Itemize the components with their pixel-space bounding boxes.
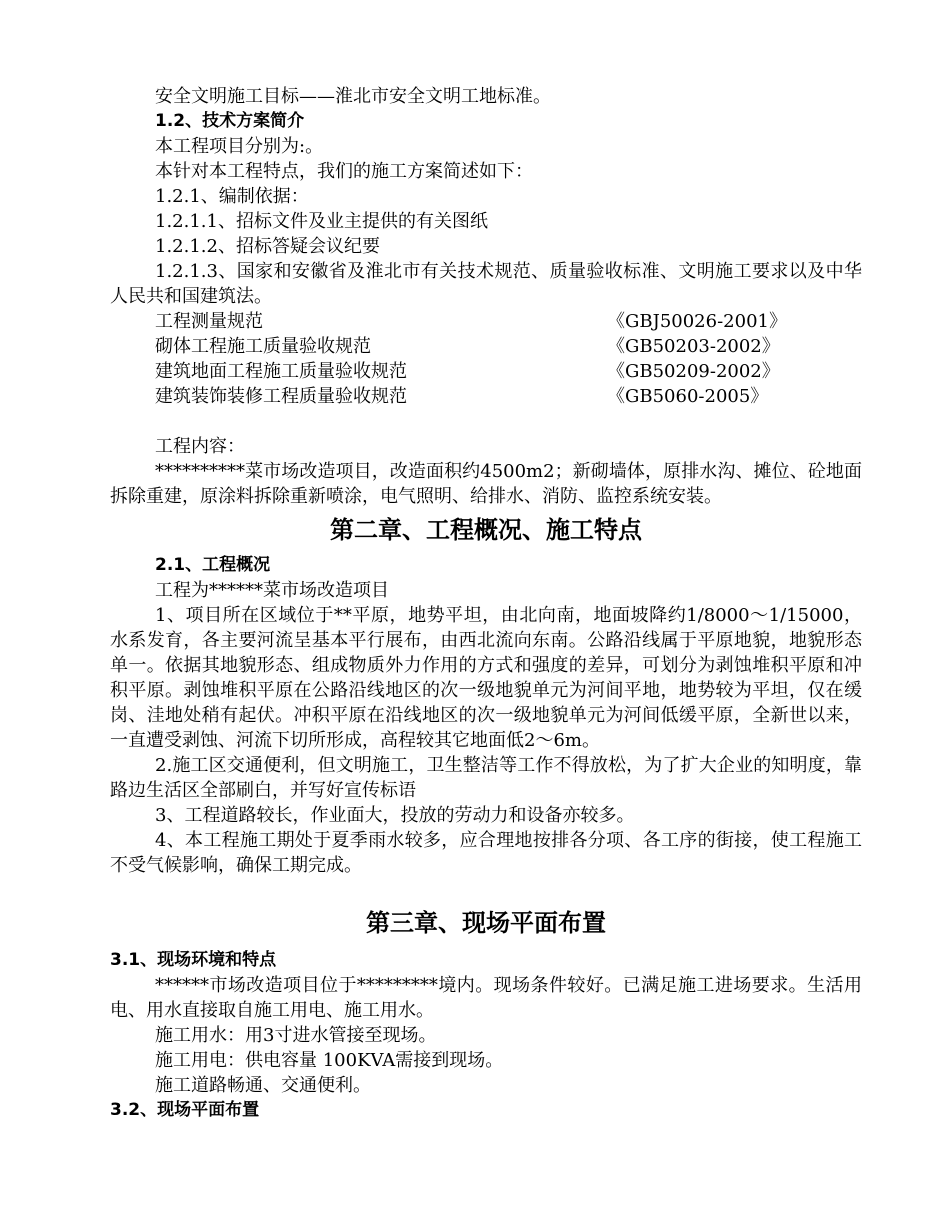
overview-paragraph-4: 4、本工程施工期处于夏季雨水较多，应合理地按排各分项、各工序的街接，使工程施工不受气候影响，确保工期完成。 xyxy=(110,830,862,876)
water-line: 施工用水：用3寸进水管接至现场。 xyxy=(155,1025,437,1046)
project-items-line: 本工程项目分别为:。 xyxy=(155,136,324,157)
basis-item-2: 1.2.1.2、招标答疑会议纪要 xyxy=(155,236,380,257)
content-label: 工程内容： xyxy=(155,436,245,457)
project-name-line: 工程为******菜市场改造项目 xyxy=(155,580,389,601)
chapter-3-title: 第三章、现场平面布置 xyxy=(366,909,606,937)
basis-title: 1.2.1、编制依据： xyxy=(155,186,309,207)
scheme-intro-line: 本针对本工程特点，我们的施工方案简述如下： xyxy=(155,161,533,182)
section-1-2-heading: 1.2、技术方案简介 xyxy=(155,111,305,131)
standard-row xyxy=(110,334,862,359)
section-2-1-heading: 2.1、工程概况 xyxy=(155,555,271,575)
standard-row xyxy=(110,359,862,384)
standard-code: 《GB50203-2002》 xyxy=(607,336,780,357)
standard-name: 建筑装饰装修工程质量验收规范 xyxy=(155,386,407,407)
overview-paragraph-1: 1、项目所在区域位于**平原，地势平坦，由北向南，地面坡降约1/8000～1/15000，水系发育，各主要河流呈基本平行展布，由西北流向东南。公路沿线属于平原地貌，地貌形态单一。依据其地貌形态、组成物质外力作用的方式和强度的差异，可划分为剥蚀堆积平原和冲积平原。剥蚀堆积平原在公路沿线地区的次一级地貌单元为河间平地，地势较为平坦，仅在缓岗、洼地处稍有起伏。冲积平原在沿线地区的次一级地貌单元为河间低缓平原，全新世以来，一直遭受剥蚀、河流下切所形成，高程较其它地面低2～6m。 xyxy=(110,605,862,751)
standard-row xyxy=(110,384,862,409)
standards-list xyxy=(110,309,862,409)
document-page xyxy=(110,84,862,1123)
overview-paragraph-3: 3、工程道路较长，作业面大，投放的劳动力和设备亦较多。 xyxy=(155,805,635,826)
section-3-1-heading: 3.1、现场环境和特点 xyxy=(110,950,277,970)
target-line: 安全文明施工目标——淮北市安全文明工地标准。 xyxy=(155,86,551,107)
chapter-2-title: 第二章、工程概况、施工特点 xyxy=(330,516,642,544)
site-paragraph: ******市场改造项目位于*********境内。现场条件较好。已满足施工进场要求。生活用电、用水直接取自施工用电、施工用水。 xyxy=(110,975,862,1021)
standard-name: 工程测量规范 xyxy=(155,311,263,332)
standard-code: 《GB5060-2005》 xyxy=(607,386,769,407)
standard-name: 建筑地面工程施工质量验收规范 xyxy=(155,361,407,382)
power-line: 施工用电：供电容量 100KVA需接到现场。 xyxy=(155,1050,504,1071)
standard-name: 砌体工程施工质量验收规范 xyxy=(155,336,371,357)
standard-row xyxy=(110,309,862,334)
overview-paragraph-2: 2.施工区交通便利，但文明施工，卫生整洁等工作不得放松，为了扩大企业的知明度，靠路边生活区全部刷白，并写好宣传标语 xyxy=(110,755,862,801)
standard-code: 《GB50209-2002》 xyxy=(607,361,780,382)
road-line: 施工道路畅通、交通便利。 xyxy=(155,1075,371,1096)
basis-item-3: 1.2.1.3、国家和安徽省及淮北市有关技术规范、质量验收标准、文明施工要求以及中华人民共和国建筑法。 xyxy=(110,261,862,307)
basis-item-1: 1.2.1.1、招标文件及业主提供的有关图纸 xyxy=(155,211,488,232)
standard-code: 《GBJ50026-2001》 xyxy=(607,311,787,332)
section-3-2-heading: 3.2、现场平面布置 xyxy=(110,1100,260,1120)
content-text: **********菜市场改造项目，改造面积约4500m2；新砌墙体，原排水沟、摊位、砼地面拆除重建，原涂料拆除重新喷涂，电气照明、给排水、消防、监控系统安装。 xyxy=(110,461,862,507)
